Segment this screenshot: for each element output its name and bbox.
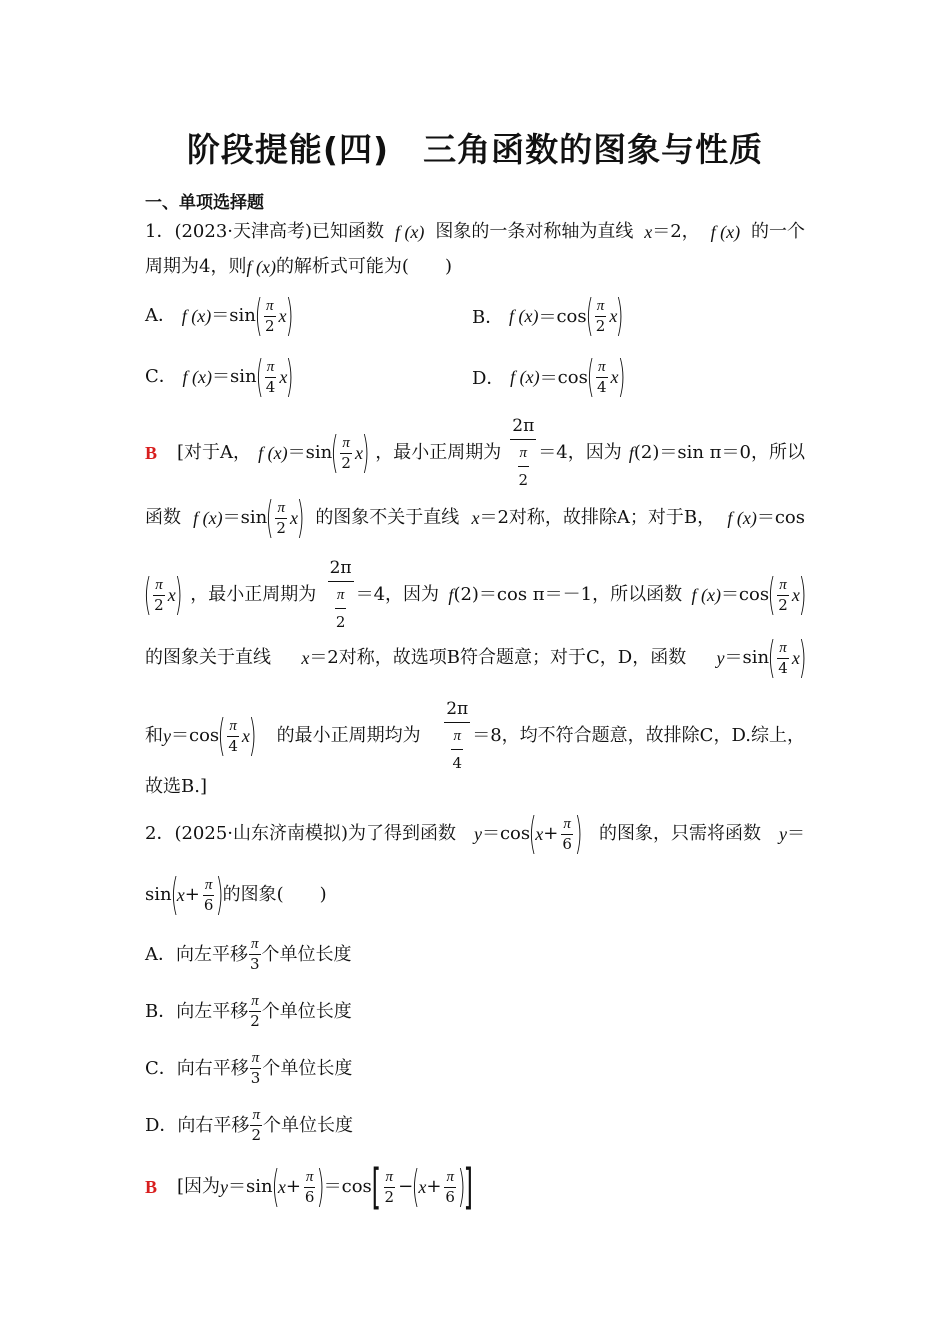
q1-option-a: A． f (x) ＝ sin ( π 2 x ) — [145, 290, 293, 341]
q1-explanation-line6: 故选B.] — [145, 776, 207, 797]
q1-explanation-line5: 和 y ＝cos ( π 4 x ) 的最小正周期均为 2π $\frac{\pi}{4}$ ＝8，均不符合题意，故排除C，D.综上， — [145, 696, 805, 776]
q1-explanation-line4: 的图象关于直线 x ＝2对称，故选项B符合题意；对于C，D，函数 y ＝sin ( π 4 x ) — [145, 632, 807, 683]
section-heading: 一、单项选择题 — [145, 193, 264, 213]
q1-explanation-line2: 函数 f (x) ＝ sin ( π 2 x ) 的图象不关于直线 x ＝2对称，故排除A；对于B， f (x) ＝cos — [145, 492, 805, 543]
page-title — [0, 124, 950, 171]
title-left: 阶段提能(四) — [186, 130, 390, 169]
q2-explanation-line1: B [因为 y ＝sin ( x + $\frac{\pi}{6}$ ) ＝cos [ π 2 − ( x + $\frac{\pi}{6}$ ) ] — [145, 1159, 474, 1215]
q1-answer: B — [145, 443, 158, 463]
q2-option-d: D．向右平移 π 2 个单位长度 — [145, 1107, 353, 1144]
q2-option-c: C．向右平移 π 3 个单位长度 — [145, 1050, 353, 1087]
q2-stem-line1: 2．(2025·山东济南模拟)为了得到函数 y ＝cos ( x + $\frac{\pi}{6}$ ) 的图象，只需将函数 y ＝ — [145, 808, 805, 859]
q1-option-d: D． f (x) ＝ cos ( π 4 x ) — [472, 351, 625, 402]
q2-option-b: B．向左平移 π 2 个单位长度 — [145, 993, 352, 1030]
q1-explanation-line1: B [对于A， f (x) ＝ sin ( π 2 x ) ，最小正周期为 2π $\frac{\pi}{2}$ ＝4，因为 f (2)＝sin π＝0，所以 — [145, 413, 805, 493]
q2-stem-line2: sin ( x + $\frac{\pi}{6}$ ) 的图象( ) — [145, 869, 327, 920]
q1-option-c: C． f (x) ＝ sin ( π 4 x ) — [145, 351, 294, 402]
q1-stem-line1: 1．(2023·天津高考)已知函数 f (x) 图象的一条对称轴为直线 x ＝2， f (x) 的一个 — [145, 221, 805, 242]
q2-option-a: A．向左平移 π 3 个单位长度 — [145, 936, 352, 973]
q1-stem-line2: 周期为4，则 f (x) 的解析式可能为( ) — [145, 256, 452, 277]
title-right: 三角函数的图象与性质 — [423, 130, 764, 169]
q1-option-b: B． f (x) ＝ cos ( π 2 x ) — [472, 290, 624, 341]
q2-answer: B — [145, 1177, 158, 1197]
q1-explanation-line3: ( π 2 x ) ，最小正周期为 2π $\frac{\pi}{2}$ ＝4，因为 f (2)＝cos π＝－1，所以函数 f (x) ＝cos ( π 2 x ) — [145, 555, 805, 635]
